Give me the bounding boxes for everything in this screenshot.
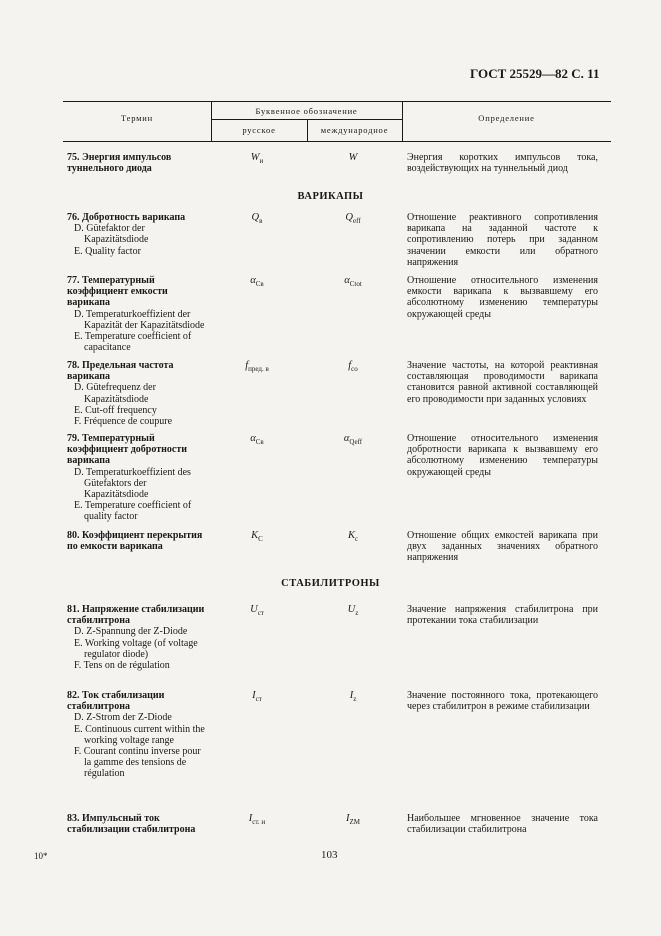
term-cell xyxy=(67,604,210,671)
russian-symbol-base: W xyxy=(250,152,260,163)
section-title-stabilitrons: СТАБИЛИТРОНЫ xyxy=(281,578,380,589)
russian-symbol xyxy=(212,360,302,373)
term-translation: E. Temperature coefficient of capacitance xyxy=(74,331,192,354)
international-symbol-base: W xyxy=(348,152,358,163)
russian-symbol-subscript: ст. и xyxy=(252,818,266,827)
term-cell xyxy=(67,813,210,835)
definition-cell: Отношение общих емкостей варикапа при двух заданных значениях обратного напряжения xyxy=(407,530,598,564)
russian-symbol-base: K xyxy=(251,530,259,541)
definition-cell: Значение частоты, на которой реактивная составляющая проводимости варикапа становится равной активной составляющей его проводимости при заданных условиях xyxy=(407,360,598,405)
table-header-bottom-rule xyxy=(63,141,611,142)
russian-symbol xyxy=(212,604,302,617)
term-translation: D. Gütefaktor der Kapazitätsdiode xyxy=(74,223,149,246)
international-symbol-base: K xyxy=(347,530,355,541)
term-title: 76. Добротность варикапа xyxy=(67,212,186,223)
international-symbol-subscript: z xyxy=(355,609,359,618)
international-symbol-subscript: eff xyxy=(352,217,361,226)
term-title: 82. Ток стабилизации стабилитрона xyxy=(67,690,165,713)
russian-symbol-subscript: C xyxy=(258,535,263,544)
international-symbol xyxy=(308,212,398,225)
international-symbol-base: α xyxy=(343,433,350,444)
term-translation: F. Tens on de régulation xyxy=(74,660,170,672)
international-symbol-base: Q xyxy=(345,212,353,223)
international-symbol-subscript: ZM xyxy=(349,818,360,827)
russian-symbol xyxy=(212,212,302,225)
term-translation: F. Fréquence de coupure xyxy=(74,416,173,428)
th-designation: Буквенное обозначение xyxy=(255,106,358,116)
russian-symbol-base: α xyxy=(250,275,256,286)
term-translation: E. Cut-off frequency xyxy=(74,404,157,416)
international-symbol xyxy=(308,530,398,543)
definition-cell: Отношение относительного изменения добротности варикапа к вызвавшему его абсолютному изменению температуры окружающей среды xyxy=(407,433,598,478)
definition-cell: Значение постоянного тока, протекающего через стабилитрон в режиме стабилизации xyxy=(407,690,598,713)
term-translation: D. Gütefrequenz der Kapazitätsdiode xyxy=(74,382,156,405)
definition-cell: Наибольшее мгновенное значение тока стабилизации стабилитрона xyxy=(407,813,598,836)
definition-cell: Энергия коротких импульсов тока, воздействующих на туннельный диод xyxy=(407,152,598,175)
definition-cell: Отношение относительного изменения емкости варикапа к вызвавшему его абсолютному изменению температуры окружающей среды xyxy=(407,275,598,320)
russian-symbol xyxy=(212,813,302,826)
international-symbol xyxy=(308,433,398,446)
international-symbol-subscript: Qeff xyxy=(349,438,363,447)
term-title: 77. Температурный коэффициент емкости варикапа xyxy=(67,275,168,309)
russian-symbol-subscript: в xyxy=(259,217,263,226)
russian-symbol-base: α xyxy=(250,433,256,444)
footnote-mark: 10* xyxy=(34,851,48,861)
term-title: 83. Импульсный ток стабилизации стабилитрона xyxy=(67,813,196,836)
russian-symbol-subscript: Cв xyxy=(255,438,264,447)
international-symbol-subscript: c xyxy=(354,535,359,544)
term-cell xyxy=(67,433,210,523)
international-symbol-subscript: z xyxy=(353,695,357,704)
russian-symbol-base: f xyxy=(245,360,249,371)
russian-symbol xyxy=(212,690,302,703)
page-header: ГОСТ 25529—82 С. 11 xyxy=(470,66,600,81)
international-symbol-base: I xyxy=(346,813,350,824)
term-title: 81. Напряжение стабилизации стабилитрона xyxy=(67,604,205,627)
russian-symbol-base: I xyxy=(248,813,253,824)
term-translation: D. Temperaturkoeffizient der Kapazität der Kapazitätsdiode xyxy=(74,308,205,331)
term-cell xyxy=(67,212,210,257)
international-symbol-base: α xyxy=(344,275,350,286)
page-number: 103 xyxy=(321,849,338,861)
term-translation: D. Z-Spannung der Z-Diode xyxy=(74,626,188,638)
international-symbol xyxy=(308,360,398,373)
international-symbol-subscript: Ctot xyxy=(349,280,362,289)
term-cell xyxy=(67,275,210,353)
term-translation: E. Temperature coefficient of quality factor xyxy=(74,500,192,523)
term-cell xyxy=(67,530,210,552)
russian-symbol-base: U xyxy=(250,604,258,615)
international-symbol xyxy=(308,275,398,288)
th-definition: Определение xyxy=(478,113,535,123)
definition-cell: Отношение реактивного сопротивления варикапа на заданной частоте к сопротивлению потерь при заданном значении емкости или обратного напряжения xyxy=(407,212,598,268)
russian-symbol-subscript: Cв xyxy=(255,280,264,289)
term-translation: D. Z-Strom der Z-Diode xyxy=(74,712,172,724)
russian-symbol xyxy=(212,275,302,288)
th-term: Термин xyxy=(120,113,154,123)
international-symbol xyxy=(308,690,398,703)
section-title-varicaps: ВАРИКАПЫ xyxy=(297,191,364,202)
russian-symbol xyxy=(212,530,302,543)
th-international: международное xyxy=(320,125,389,135)
term-title: 79. Температурный коэффициент добротности варикапа xyxy=(67,433,188,467)
russian-symbol-subscript: и xyxy=(259,157,264,166)
term-title: 80. Коэффициент перекрытия по емкости варикапа xyxy=(67,530,203,553)
russian-symbol-subscript: пред. в xyxy=(248,365,269,374)
th-russian: русское xyxy=(242,125,276,135)
table-top-rule xyxy=(63,101,611,102)
term-translation: E. Quality factor xyxy=(74,245,141,257)
russian-symbol-base: Q xyxy=(251,212,260,223)
term-title: 75. Энергия импульсов туннельного диода xyxy=(67,152,172,175)
russian-symbol-base: I xyxy=(252,690,256,701)
term-translation: D. Temperaturkoeffizient des Gütefaktors der Kapazitätsdiode xyxy=(74,466,191,501)
international-symbol xyxy=(308,152,398,163)
international-symbol-base: f xyxy=(348,360,352,371)
term-cell xyxy=(67,152,210,174)
term-cell xyxy=(67,690,210,780)
international-symbol xyxy=(308,604,398,617)
term-translation: E. Working voltage (of voltage regulator diode) xyxy=(74,637,198,660)
russian-symbol-subscript: ст xyxy=(255,695,262,704)
russian-symbol xyxy=(212,433,302,446)
russian-symbol xyxy=(212,152,302,165)
international-symbol xyxy=(308,813,398,826)
international-symbol-base: I xyxy=(349,690,354,701)
term-translation: E. Continuous current within the working voltage range xyxy=(74,723,205,746)
term-title: 78. Предельная частота варикапа xyxy=(67,360,174,383)
international-symbol-subscript: co xyxy=(351,365,358,374)
international-symbol-base: U xyxy=(347,604,356,615)
russian-symbol-subscript: ст xyxy=(257,609,264,618)
term-cell xyxy=(67,360,210,427)
term-translation: F. Courant continu inverse pour la gamme des tensions de régulation xyxy=(74,746,201,780)
definition-cell: Значение напряжения стабилитрона при протекании тока стабилизации xyxy=(407,604,598,627)
